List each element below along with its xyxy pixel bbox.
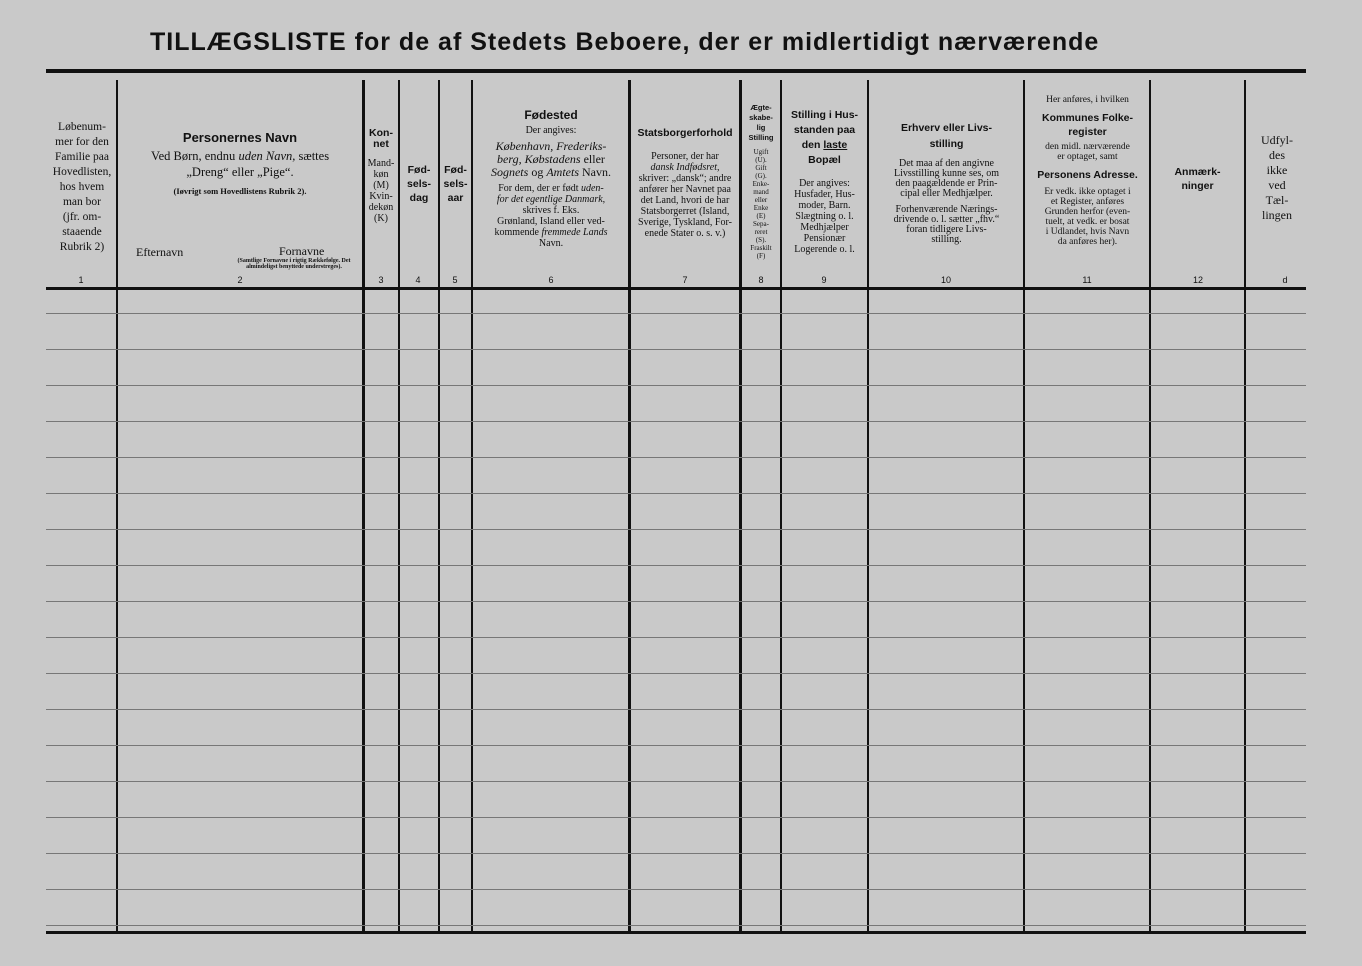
col5-number: 5 [452,275,458,285]
col7-header [631,128,739,239]
col6-plain2: og [528,165,547,179]
col10-text1: Det maa af den angivne Livsstilling kunne ses, om den paagældende er Prin- cipal eller Medhjælper. [894,158,999,199]
column-divider [438,80,440,932]
col2-title: Personernes Navn [182,132,298,145]
col5-header [440,163,471,205]
col6-text2-end: Navn. [538,238,564,249]
col6-text2-post: skrives f. Eks. Grønland, Island eller ved- kommende [494,205,605,238]
col6-sub: Der angives: [525,125,577,136]
top-rule [46,69,1306,73]
entry-line [46,709,1306,710]
col10-number: 10 [940,275,951,285]
entry-line [46,853,1306,854]
entry-line [46,817,1306,818]
col2-sub-post: sættes „Dreng“ eller „Pige“. [186,149,330,179]
col2-number: 2 [237,275,243,285]
form-title: TILLÆGSLISTE for de af Stedets Beboere, der er midlertidigt nærværende [150,28,1100,56]
col6-title: Fødested [524,110,578,122]
col2-sub-italic: uden Navn, [238,149,296,163]
entry-line [46,745,1306,746]
col12-header [1151,165,1244,193]
col6-italic1: København, Frederiks- berg, Købstadens [495,139,607,166]
column-divider [398,80,400,932]
col4-number: 4 [415,275,421,285]
col8-number: 8 [758,275,764,285]
col7-text-pre: Personer, der har [651,151,719,162]
entry-line [46,349,1306,350]
bottom-rule [46,931,1306,934]
col2-fornavne-note: (Samtlige Fornavne i rigtig Rækkefølge. Det almindeligst benyttede understreges). [237,258,351,270]
col6-text2-italic: uden- for det egentlige Danmark, [496,183,606,205]
col5-title: Fød- sels- aar [443,164,468,204]
col12-title: Anmærk- ninger [1174,166,1221,192]
col7-text [631,151,739,239]
col6-plain3: Navn. [579,165,611,179]
entry-line [46,313,1306,314]
col6-text1 [474,140,628,179]
col11-text1: den midl. nærværende er optaget, samt [1045,142,1130,162]
column-divider [867,80,869,932]
entry-line [46,637,1306,638]
header-bottom-rule [46,287,1306,290]
entry-line [46,565,1306,566]
col9-title-underlined: laste [823,139,848,151]
col9-title [782,108,867,168]
col7-title: Statsborgerforhold [637,128,733,139]
column-divider [1149,80,1151,932]
cold-number: d [1282,275,1288,285]
cold-text: Udfyl- des ikke ved Tæl- lingen [1261,133,1293,222]
col2-fornavne: Fornavne [279,244,325,258]
col6-italic3: Amtets [546,165,579,179]
col4-header [400,163,438,205]
col11-number: 11 [1082,275,1092,285]
entry-line [46,529,1306,530]
col6-text2-pre: For dem, der er født [498,183,581,194]
col7-number: 7 [682,275,688,285]
entry-line [46,493,1306,494]
column-divider [1023,80,1025,932]
entry-line [46,385,1306,386]
col9-text: Der angives: Husfader, Hus- moder, Barn. Slægtning o. l. Medhjælper Pensionær Logerende o. l. [794,178,855,255]
col11-header [1026,95,1149,247]
col3-title: Kon- net [369,128,393,150]
col10-text2: Forhenværende Nærings- drivende o. l. sætter „fhv.“ foran tidligere Livs- stilling. [893,204,1000,245]
col6-italic2: Sognets [490,165,529,179]
column-divider [471,80,473,932]
col1-header [48,120,116,255]
col11-title1: Kommunes Folke- register [1041,112,1133,138]
entry-line [46,673,1306,674]
col9-title-end: Bopæl [808,154,841,166]
col6-plain1: eller [580,152,605,166]
entry-line [46,925,1306,926]
col4-title: Fød- sels- dag [407,164,431,204]
col3-header [364,128,398,224]
entry-line [46,421,1306,422]
col6-text2 [474,183,628,249]
col2-note: (Iøvrigt som Hovedlistens Rubrik 2). [173,186,307,196]
col9-title-text: Stilling i Hus- standen paa den [790,109,859,151]
col11-text0: Her anføres, i hvilken [1046,95,1129,105]
col7-text-italic: dansk Indfødsret, [650,162,720,173]
col1-number: 1 [78,275,84,285]
col11-title2: Personens Adresse. [1037,169,1138,181]
col11-text2: Er vedk. ikke optaget i et Register, anføres Grunden herfor (even- tuelt, at vedk. er bosat i Udlandet, hvis Navn da anføres her). [1044,187,1131,247]
col2-header [118,132,362,197]
col9-number: 9 [821,275,827,285]
col3-number: 3 [378,275,384,285]
col8-text: Ugift (U). Gift (G). Enke- mand eller Enke (E) Sepa- reret (S). Fraskilt (F) [750,148,772,260]
col7-text-post: skriver: „dansk“; andre anfører her Navnet paa det Land, hvori de har Statsborgerret (Island, Sverige, Tyskland, For- enede Stater o. s. v.) [638,173,732,239]
col12-number: 12 [1192,275,1203,285]
col6-text2-italic2: fremmede Lands [541,227,608,238]
col9-header [782,108,867,255]
col2-efternavn: Efternavn [136,245,184,259]
col10-header [870,120,1023,245]
col6-number: 6 [548,275,554,285]
entry-line [46,889,1306,890]
col3-text: Mand- køn (M) Kvin- dekøn (K) [367,158,395,224]
column-divider [116,80,118,932]
col10-title: Erhverv eller Livs- stilling [900,122,993,150]
entry-line [46,781,1306,782]
col1-text: Løbenum- mer for den Familie paa Hovedlisten, hos hvem man bor (jfr. om- staaende Rubrik 2) [52,121,112,253]
entry-line [46,457,1306,458]
col8-header [742,103,780,260]
col2-sub [118,148,362,180]
cold-header [1246,133,1308,223]
col6-header [474,110,628,249]
entry-line [46,601,1306,602]
col8-title: Ægte- skabe- lig Stilling [748,103,774,142]
col2-sub-pre: Ved Børn, endnu [150,149,239,163]
